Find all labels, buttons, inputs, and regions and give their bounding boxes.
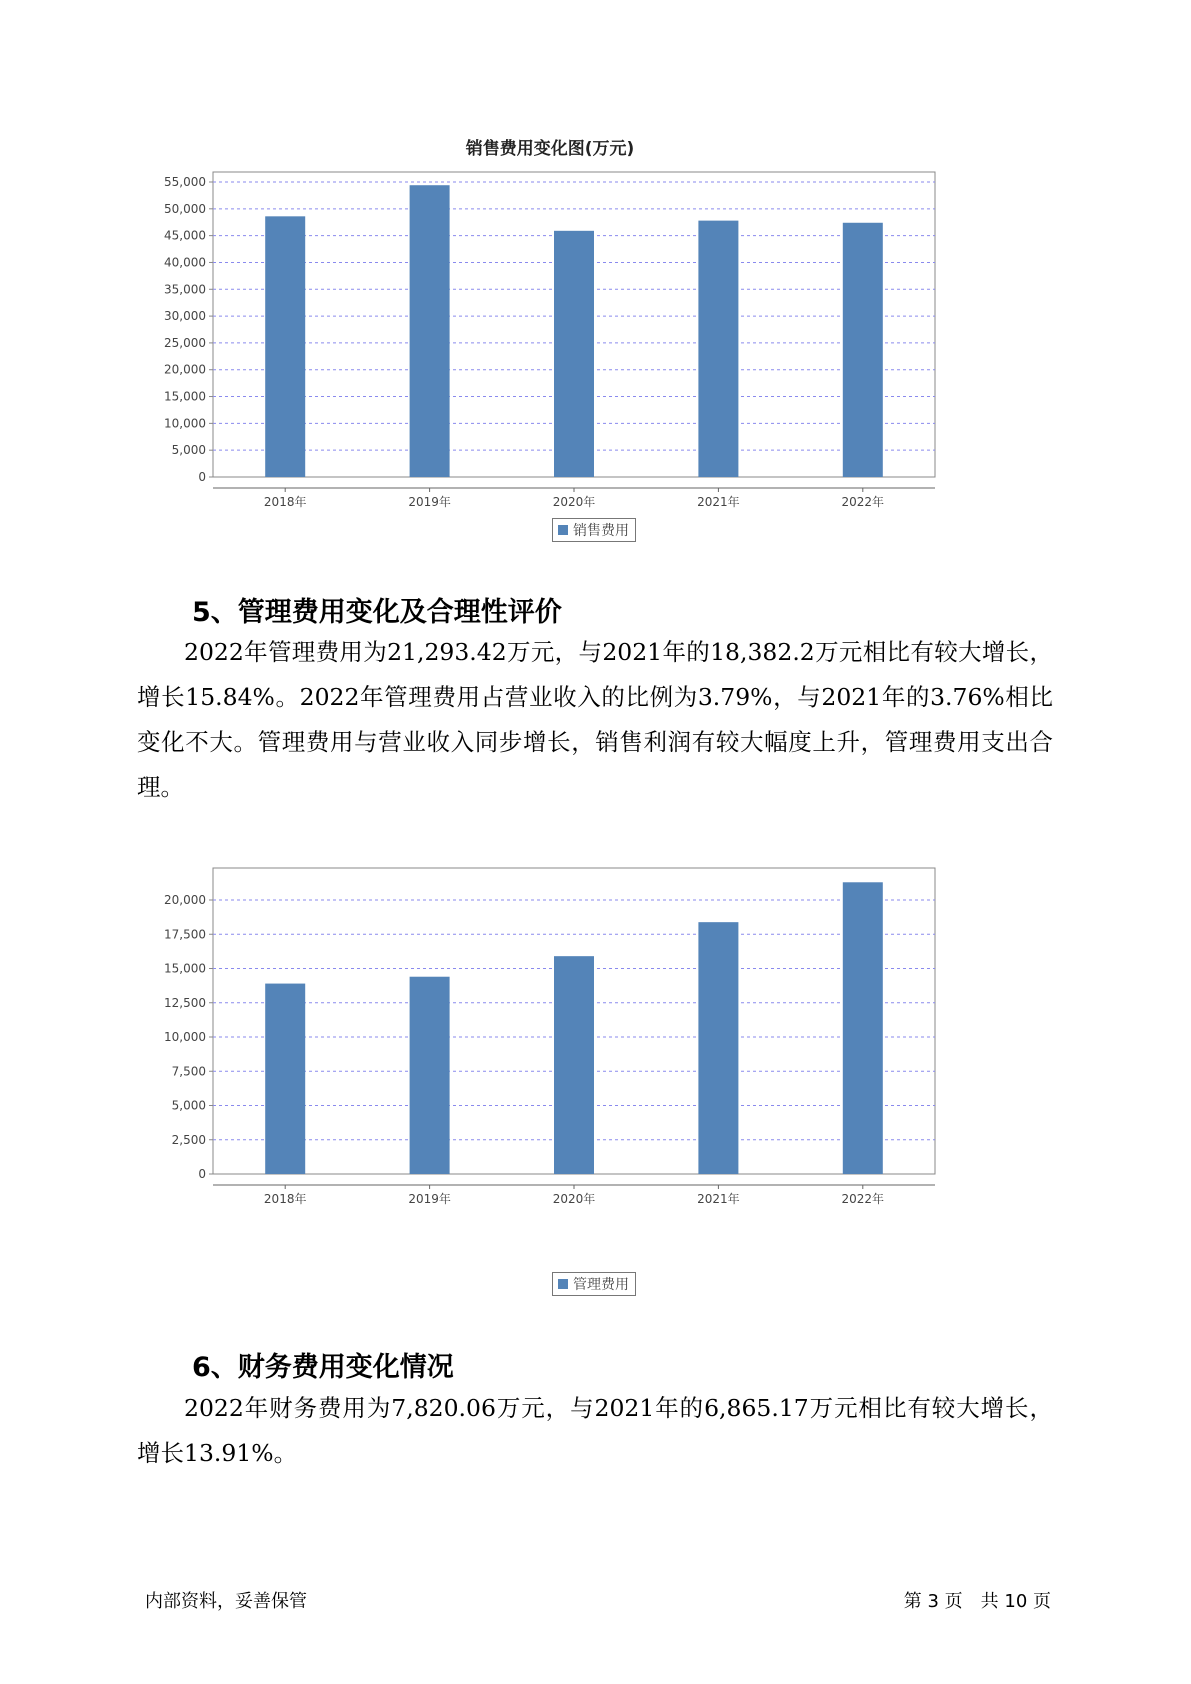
legend-swatch [558, 525, 568, 535]
y-tick-label: 7,500 [171, 1064, 206, 1079]
y-tick-label: 25,000 [164, 335, 206, 350]
confidential-note: 内部资料，妥善保管 [145, 1591, 307, 1612]
bar [265, 984, 305, 1174]
x-tick-label: 2021年 [697, 495, 740, 509]
y-tick-label: 5,000 [171, 1098, 206, 1113]
section-6-heading: 6、财务费用变化情况 [192, 1352, 454, 1383]
x-tick-label: 2019年 [408, 1192, 451, 1206]
legend-label: 销售费用 [573, 523, 629, 539]
bar [265, 216, 305, 477]
section-5-heading: 5、管理费用变化及合理性评价 [192, 597, 562, 628]
x-tick-label: 2022年 [841, 495, 885, 509]
bar [843, 882, 883, 1174]
legend-label: 管理费用 [573, 1277, 629, 1293]
y-tick-label: 50,000 [164, 201, 206, 216]
legend-swatch [558, 1279, 568, 1289]
x-tick-label: 2021年 [697, 1192, 740, 1206]
admin-expense-chart [150, 882, 950, 1302]
bar [410, 185, 450, 477]
y-tick-label: 5,000 [171, 443, 206, 458]
x-tick-label: 2018年 [263, 1192, 307, 1206]
sales-expense-plot [150, 130, 950, 550]
y-tick-label: 12,500 [164, 995, 206, 1010]
y-tick-label: 10,000 [164, 416, 206, 431]
y-tick-label: 0 [198, 470, 206, 484]
y-tick-label: 2,500 [171, 1132, 206, 1147]
bar [554, 231, 594, 477]
x-tick-label: 2020年 [552, 495, 596, 509]
bar [410, 977, 450, 1174]
section-5-paragraph: 2022年管理费用为21,293.42万元，与2021年的18,382.2万元相比有较大增长，增长15.84%。2022年管理费用占营业收入的比例为3.79%，与2021年的3.76%相比变化不大。管理费用与营业收入同步增长，销售利润有较大幅度上升，管理费用支出合理。 [137, 638, 1053, 801]
y-tick-label: 45,000 [164, 228, 206, 243]
y-tick-label: 20,000 [164, 362, 206, 377]
y-tick-label: 20,000 [164, 893, 206, 907]
y-tick-label: 10,000 [164, 1030, 206, 1044]
x-tick-label: 2022年 [841, 1192, 885, 1206]
section-6-paragraph: 2022年财务费用为7,820.06万元，与2021年的6,865.17万元相比有较大增长，增长13.91%。 [137, 1394, 1053, 1467]
bar [698, 221, 738, 477]
bar [554, 956, 594, 1174]
y-tick-label: 55,000 [164, 175, 206, 189]
admin-expense-plot [150, 882, 950, 1302]
x-tick-label: 2018年 [263, 495, 307, 509]
y-tick-label: 0 [198, 1167, 206, 1181]
sales-expense-chart [150, 130, 950, 550]
page-number: 第 3 页 共 10 页 [903, 1591, 1051, 1612]
y-tick-label: 17,500 [164, 927, 206, 942]
y-tick-label: 35,000 [164, 282, 206, 297]
bar [843, 223, 883, 477]
bar [698, 922, 738, 1174]
chart-title: 销售费用变化图(万元) [465, 139, 635, 159]
x-tick-label: 2019年 [408, 495, 451, 509]
chart-legend [552, 518, 636, 542]
y-tick-label: 40,000 [164, 255, 206, 270]
x-tick-label: 2020年 [552, 1192, 596, 1206]
y-tick-label: 15,000 [164, 961, 206, 976]
y-tick-label: 15,000 [164, 389, 206, 404]
y-tick-label: 30,000 [164, 309, 206, 324]
chart-legend [552, 1272, 636, 1296]
